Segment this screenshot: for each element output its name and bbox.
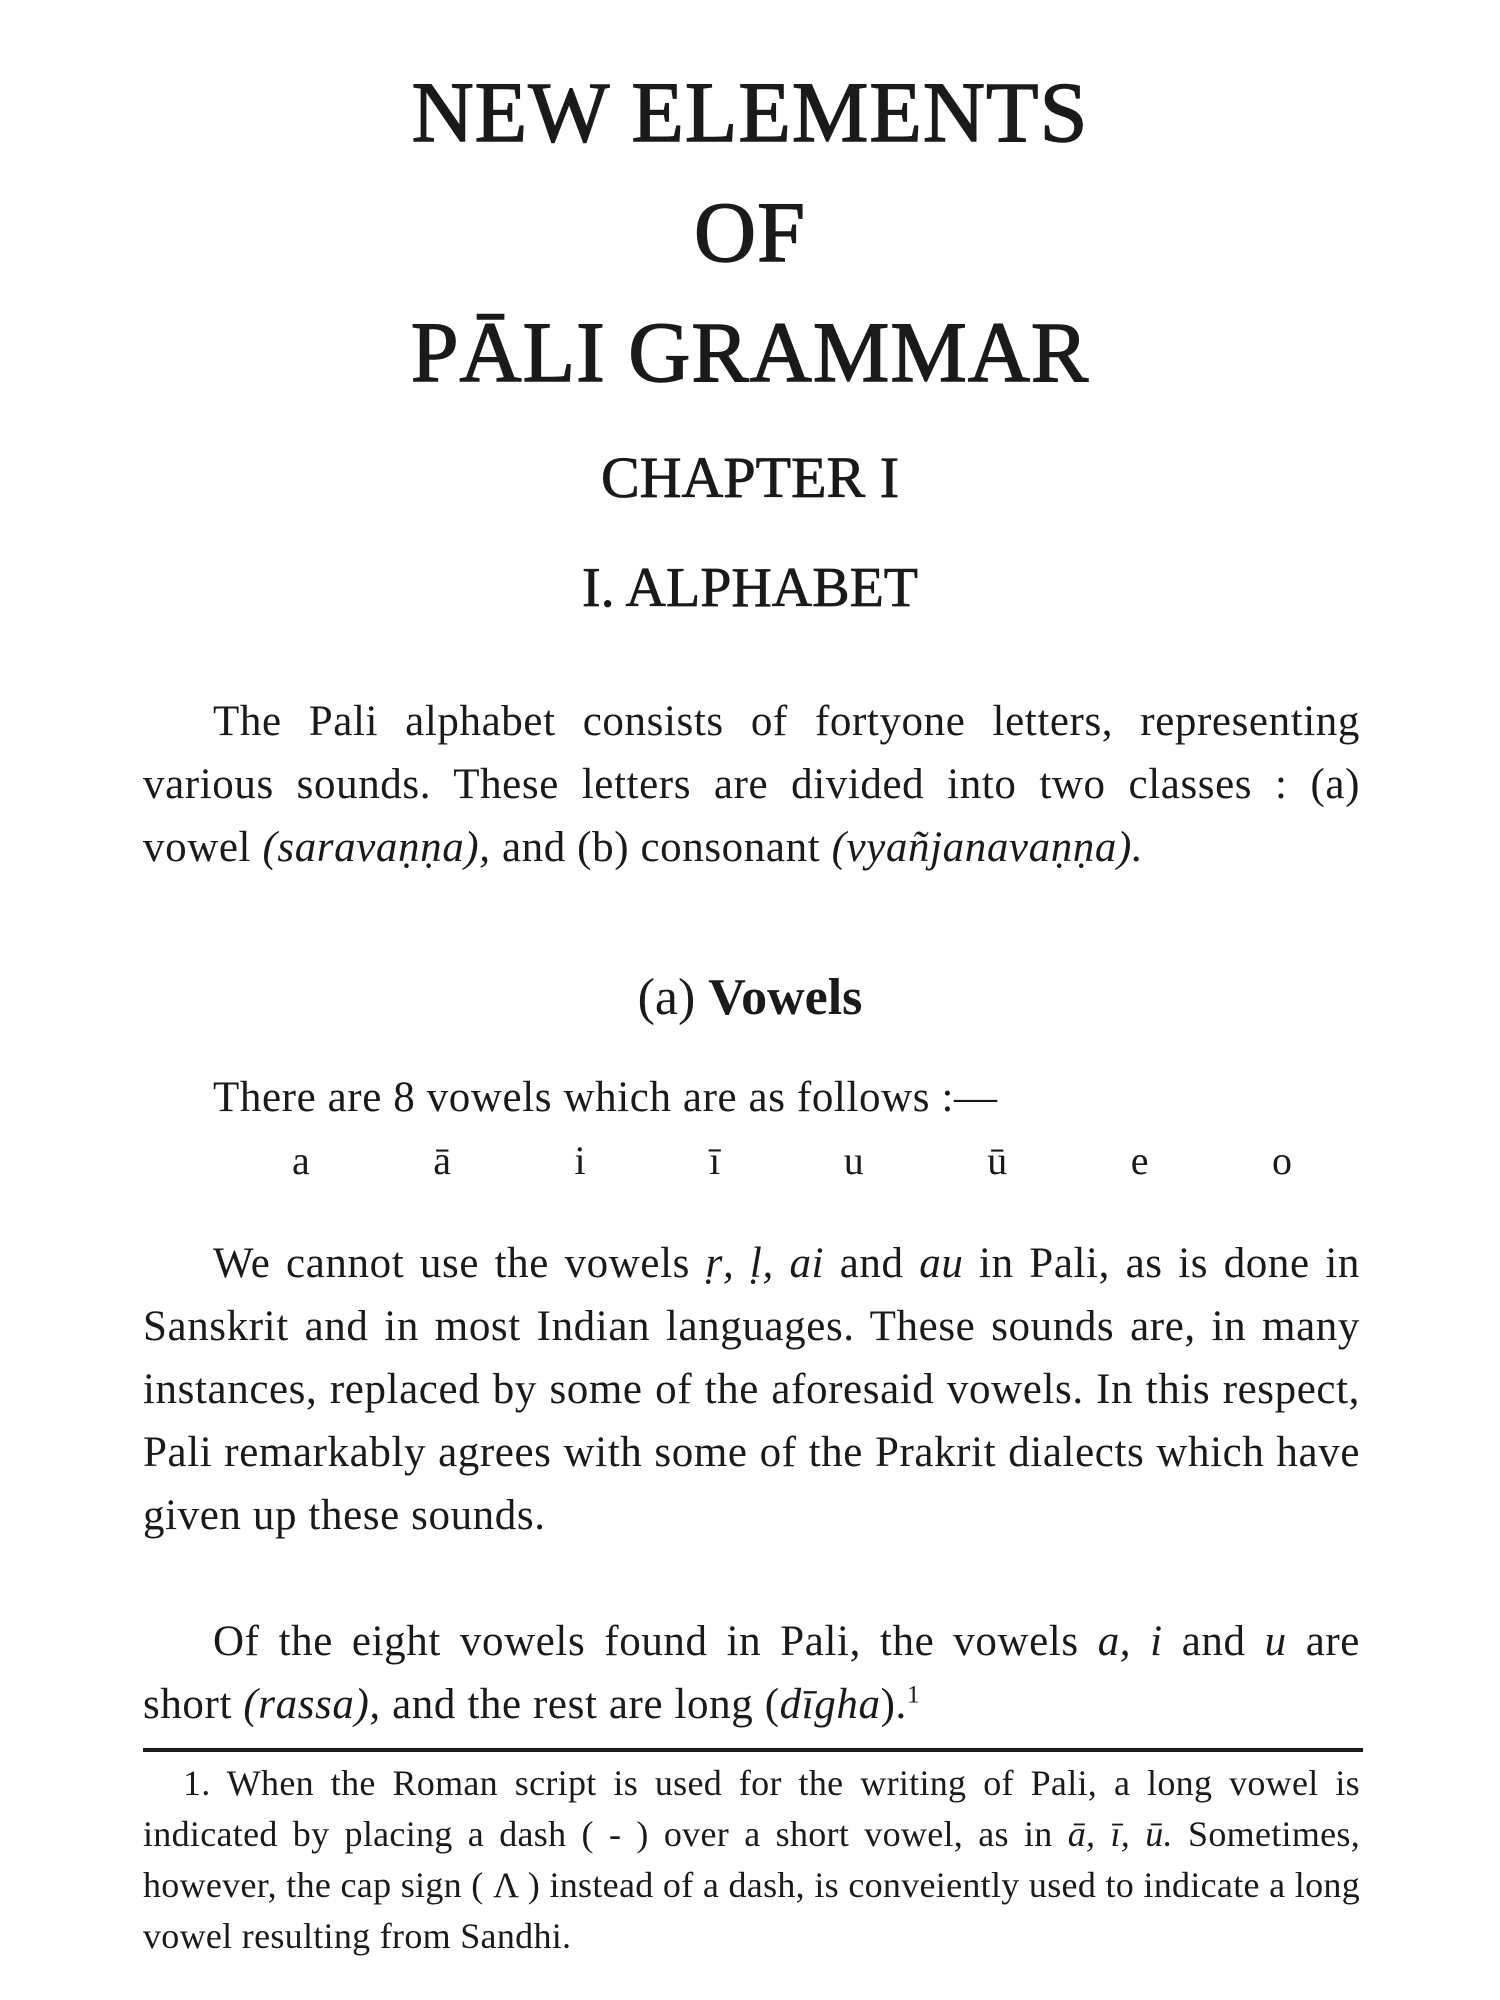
- vowel-item: ū: [987, 1138, 1008, 1183]
- footnote-divider: [143, 1748, 1363, 1752]
- text-run: Of the eight vowels found in Pali, the vowels: [213, 1618, 1098, 1665]
- subheading-vowels: [0, 962, 1500, 1034]
- italic-term: ṛ, ḷ, ai: [705, 1240, 825, 1287]
- vowels-intro: There are 8 vowels which are as follows :—: [213, 1074, 998, 1121]
- text-run: in Pali, as is done in Sanskrit and in most Indian languages. These sounds are, in many instances, replaced by some of the aforesaid vowels. In this respect, Pali remarkably agrees with some of the Prakrit dialects which have given up these sounds.: [143, 1240, 1360, 1539]
- footnote-ref: 1: [906, 1679, 921, 1709]
- vowel-list: [292, 1133, 1292, 1189]
- chapter-heading: CHAPTER I: [600, 445, 900, 510]
- italic-term: (vyañjanavaṇṇa).: [831, 824, 1144, 871]
- italic-term: u: [1264, 1618, 1287, 1665]
- vowel-item: o: [1271, 1138, 1292, 1183]
- paragraph-alphabet: [143, 690, 1360, 879]
- title-line-3: PĀLI GRAMMAR: [410, 304, 1090, 400]
- text-run: and: [1162, 1618, 1265, 1665]
- italic-term: au: [919, 1240, 964, 1287]
- vowel-item: i: [574, 1138, 586, 1183]
- paragraph-missing-vowels: [143, 1232, 1360, 1547]
- italic-term: (saravaṇṇa),: [262, 824, 491, 871]
- title-line-2: OF: [694, 184, 806, 280]
- text-run: Sometimes, however, the cap sign ( Λ ) instead of a dash, is conveiently used to indicate a long vowel resulting from Sandhi.: [143, 1814, 1361, 1956]
- italic-term: a, i: [1097, 1618, 1163, 1665]
- text-run: We cannot use the vowels: [213, 1240, 706, 1287]
- vowel-item: u: [843, 1138, 864, 1183]
- subheading-marker: (a): [637, 969, 696, 1026]
- italic-term: (rassa),: [243, 1681, 381, 1728]
- text-run: and: [824, 1240, 920, 1287]
- book-title: [0, 52, 1500, 412]
- title-line-1: NEW ELEMENTS: [411, 64, 1089, 160]
- vowel-item: e: [1130, 1138, 1149, 1183]
- vowel-item: a: [292, 1138, 310, 1183]
- footnote: [143, 1758, 1360, 1962]
- text-run: are short: [143, 1618, 1360, 1728]
- text-run: 1. When the Roman script is used for the writing of Pali, a long vowel is indicated by placing a dash ( - ) over a short vowel, as in: [143, 1763, 1360, 1854]
- text-run: and (b) consonant: [490, 824, 832, 871]
- vowel-item: ī: [709, 1138, 721, 1183]
- text-run: ).: [880, 1681, 907, 1728]
- italic-term: ā, ī, ū.: [1067, 1814, 1173, 1854]
- paragraph-short-long: [143, 1610, 1360, 1736]
- section-heading: I. ALPHABET: [582, 557, 918, 619]
- text-run: and the rest are long (: [380, 1681, 780, 1728]
- italic-term: dīgha: [779, 1681, 881, 1728]
- text-run: The Pali alphabet consists of fortyone letters, representing various sounds. These letters are divided into two classes : (a) vowel: [143, 698, 1360, 871]
- vowel-item: ā: [433, 1138, 452, 1183]
- subheading-label: Vowels: [708, 969, 863, 1026]
